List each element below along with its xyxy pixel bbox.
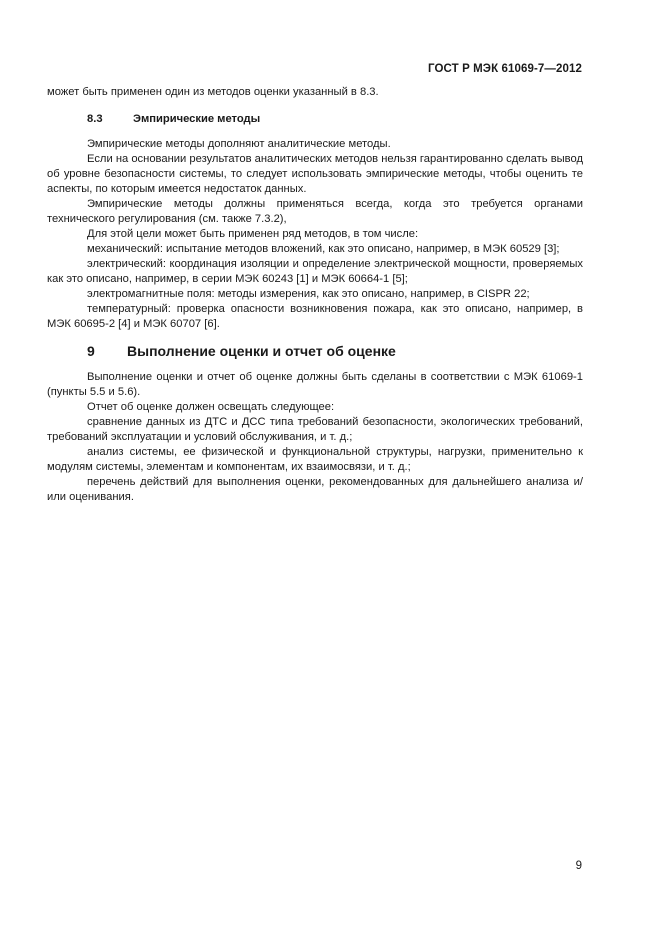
report-item-analysis: анализ системы, ее физической и функциональной структуры, нагрузки, применительно к модулям системы, элементам и компонентам, их взаимосвязи, и т. д.; [47, 446, 583, 473]
method-item-electrical: электрический: координация изоляции и определение электрической мощности, проверяемых как это описано, например, в серии МЭК 60243 [1] и МЭК 60664-1 [5]; [47, 258, 583, 285]
section-8-3-title: Эмпирические методы [133, 113, 261, 125]
document-body [47, 85, 583, 505]
report-item-actions: перечень действий для выполнения оценки, рекомендованных для дальнейшего анализа и/или оценивания. [47, 476, 583, 503]
section-8-3-heading [47, 112, 583, 127]
section-9-title: Выполнение оценки и отчет об оценке [127, 343, 396, 359]
page-number: 9 [575, 860, 582, 872]
method-item-thermal: температурный: проверка опасности возникновения пожара, как это описано, например, в МЭК 60695-2 [4] и МЭК 60707 [6]. [47, 303, 583, 330]
section-8-3-paragraph: Если на основании результатов аналитических методов нельзя гарантированно сделать вывод об уровне безопасности системы, то следует использовать эмпирические методы, чтобы оценить те аспекты, по которым имеется недостаток данных. [47, 153, 583, 195]
section-9-heading [47, 344, 583, 359]
report-item-comparison: сравнение данных из ДТС и ДСС типа требований безопасности, экологических требований, требований эксплуатации и условий обслуживания, и т. д.; [47, 416, 583, 443]
document-code-header: ГОСТ Р МЭК 61069-7—2012 [428, 63, 582, 75]
method-item-electromagnetic: электромагнитные поля: методы измерения, как это описано, например, в CISPR 22; [87, 288, 530, 300]
section-8-3-paragraph: Эмпирические методы дополняют аналитические методы. [87, 138, 391, 150]
section-8-3-paragraph: Для этой цели может быть применен ряд методов, в том числе: [87, 228, 419, 240]
section-9-number: 9 [87, 343, 95, 359]
section-8-3-paragraph: Эмпирические методы должны применяться всегда, когда это требуется органами технического регулирования (см. также 7.3.2), [47, 198, 583, 225]
section-9-paragraph: Выполнение оценки и отчет об оценке должны быть сделаны в соответствии с МЭК 61069-1 (пункты 5.5 и 5.6). [47, 371, 583, 398]
intro-paragraph: может быть применен один из методов оценки указанный в 8.3. [47, 86, 379, 98]
section-9-paragraph: Отчет об оценке должен освещать следующее: [87, 401, 335, 413]
method-item-mechanical: механический: испытание методов вложений, как это описано, например, в МЭК 60529 [3]; [87, 243, 560, 255]
section-8-3-number: 8.3 [87, 113, 103, 125]
